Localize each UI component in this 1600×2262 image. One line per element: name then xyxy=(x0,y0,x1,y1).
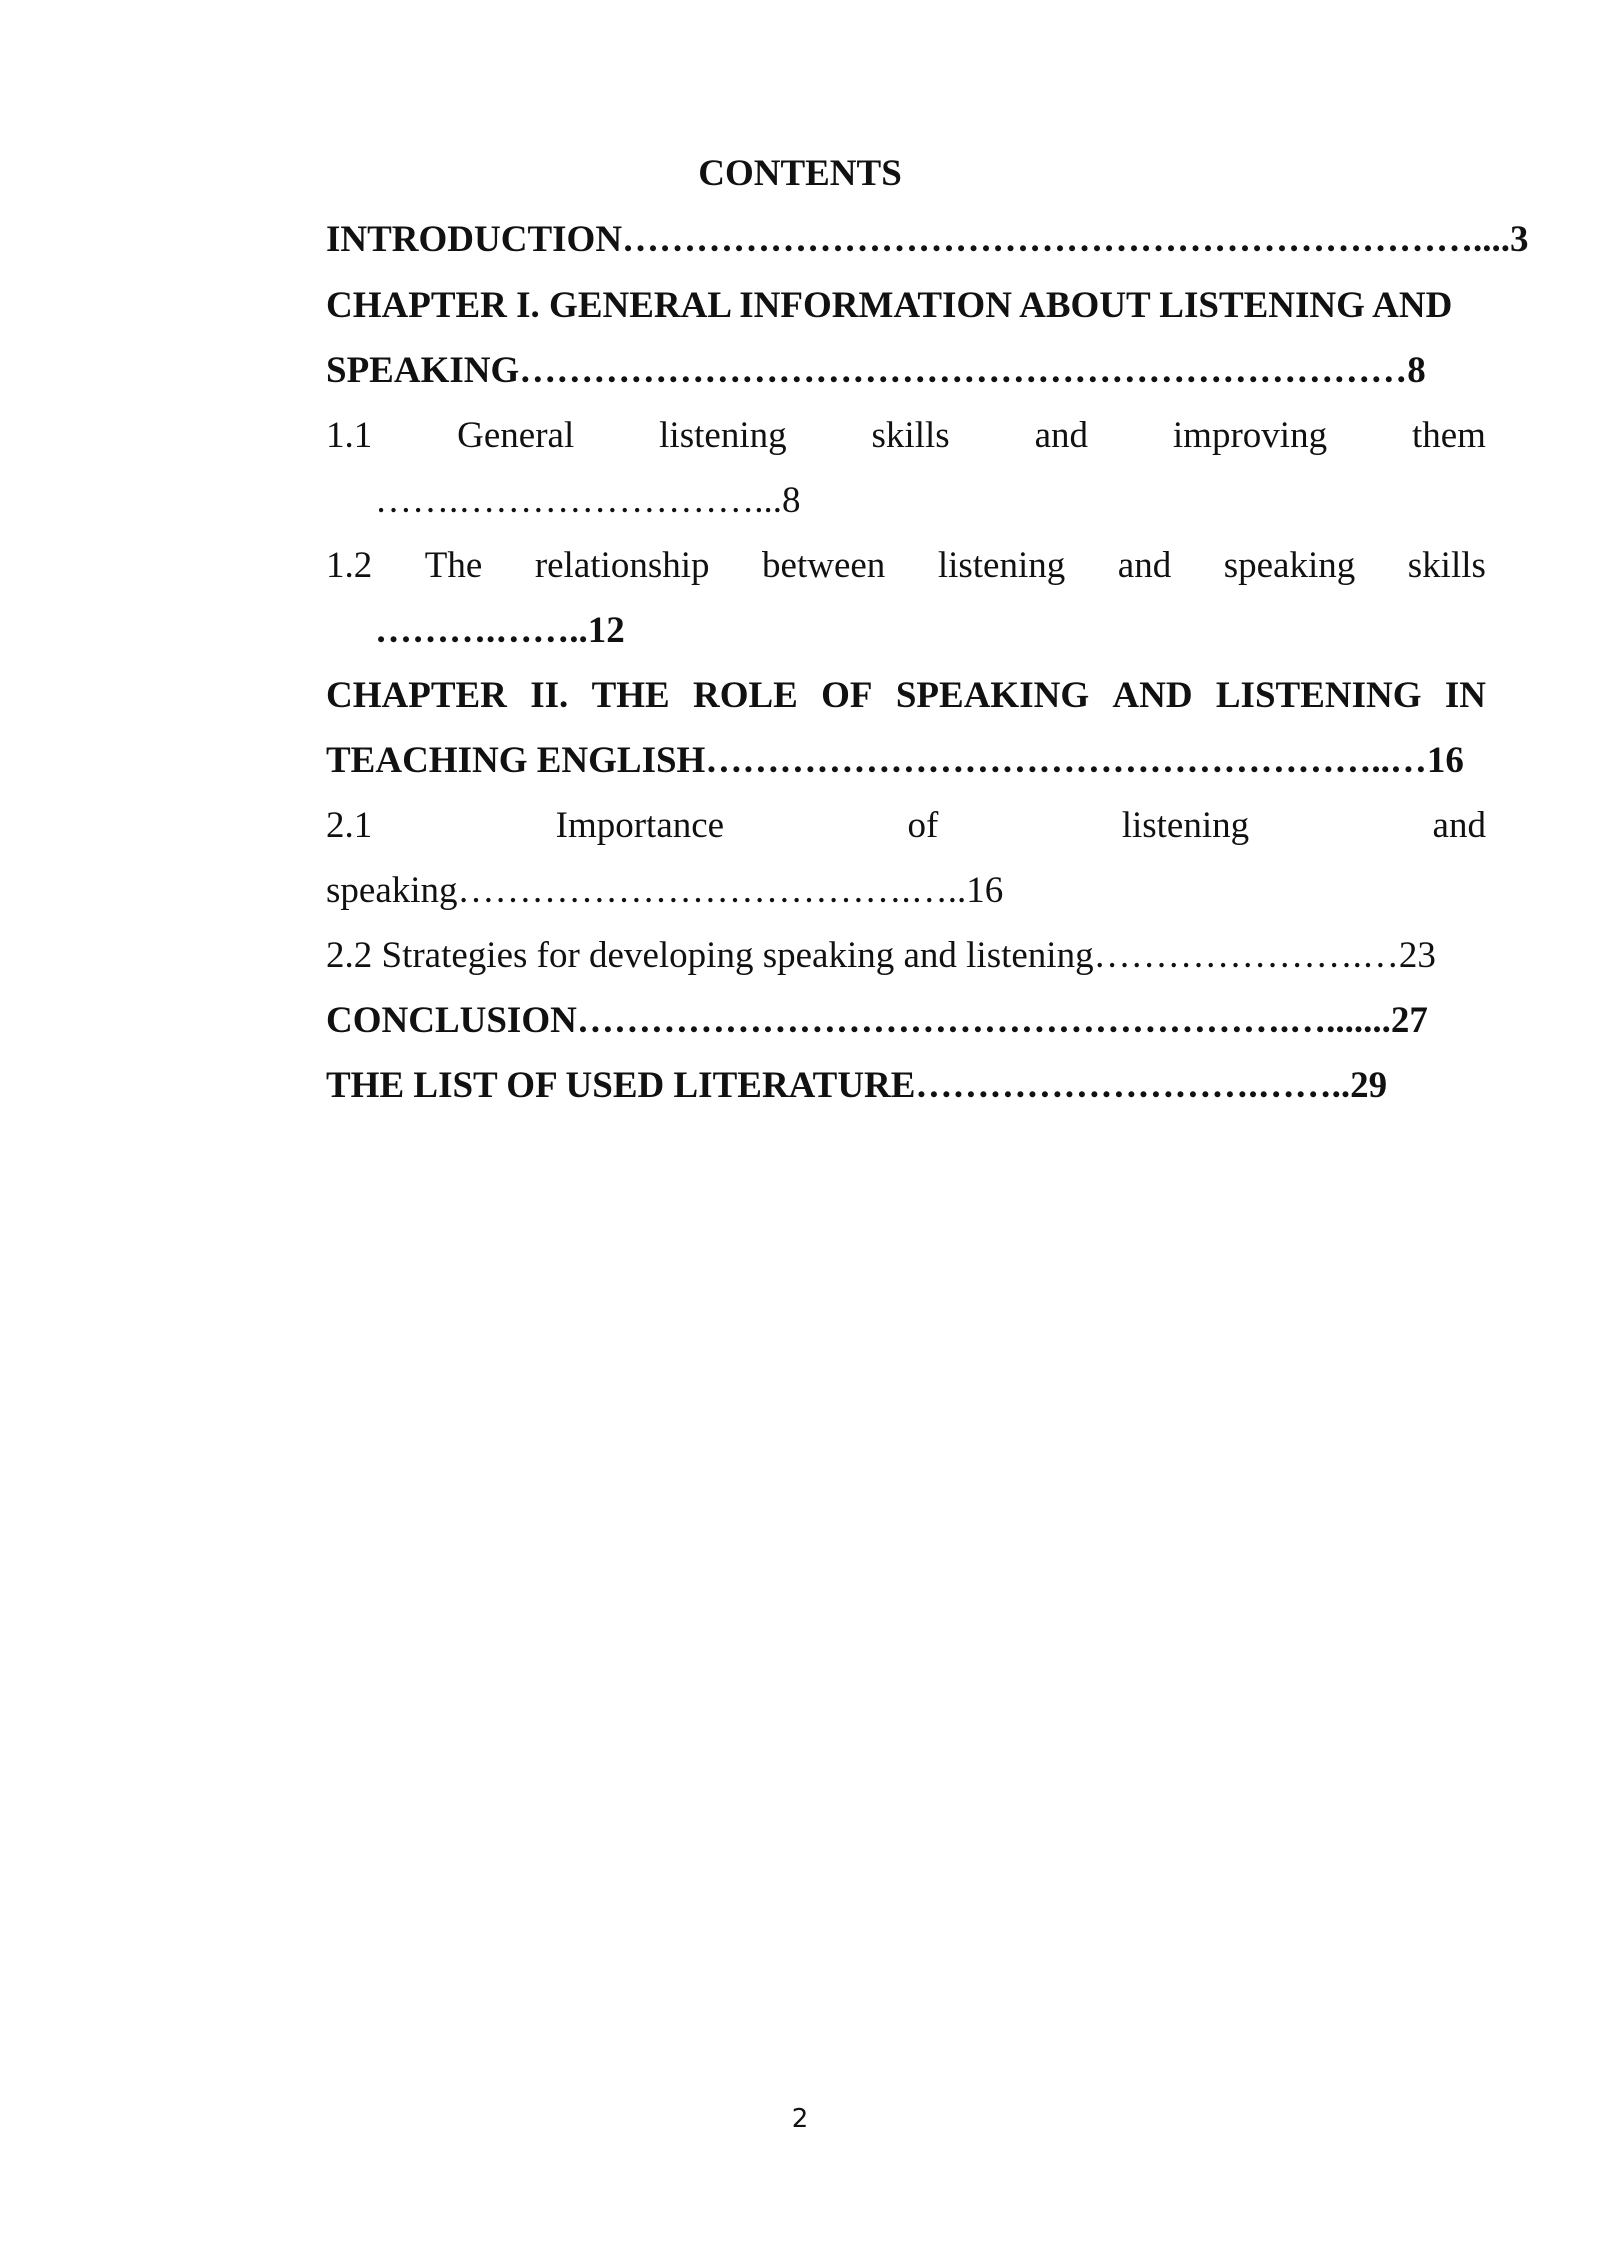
toc-word: 1.2 xyxy=(326,545,373,586)
toc-entry-chapter2-line1 xyxy=(326,674,1486,718)
toc-word: LISTENING xyxy=(1215,675,1422,716)
toc-word: AND xyxy=(1112,675,1193,716)
toc-entry-chapter1-line1: CHAPTER I. GENERAL INFORMATION ABOUT LISTENING AND xyxy=(326,285,1453,326)
page-number: 2 xyxy=(791,2104,809,2134)
contents-title: CONTENTS xyxy=(698,153,902,194)
toc-entry-conclusion: CONCLUSION………………………………………………….….......27 xyxy=(326,1000,1428,1041)
toc-word: CHAPTER xyxy=(326,675,507,716)
toc-word: of xyxy=(907,805,939,846)
toc-word: and xyxy=(1432,805,1486,846)
toc-word: listening xyxy=(659,415,787,456)
toc-word: ROLE xyxy=(693,675,798,716)
toc-entry-2-1-line2: speaking……………………………….…..16 xyxy=(326,870,1004,911)
toc-entry-chapter1-line2: SPEAKING………………………………………………………………8 xyxy=(326,350,1426,391)
toc-entry-chapter2-line2: TEACHING ENGLISH………………………………………………..…16 xyxy=(326,740,1464,781)
toc-entry-1-2-line1 xyxy=(326,544,1486,588)
toc-word: speaking xyxy=(1223,545,1356,586)
toc-word: and xyxy=(1034,415,1088,456)
toc-word: General xyxy=(457,415,575,456)
toc-word: skills xyxy=(871,415,950,456)
toc-word: between xyxy=(762,545,886,586)
toc-entry-2-1-line1 xyxy=(326,804,1486,848)
toc-entry-1-2-page: ……….……..12 xyxy=(375,610,625,651)
toc-entry-introduction: INTRODUCTION……………………………………………………………....3 xyxy=(326,219,1529,260)
toc-entry-literature: THE LIST OF USED LITERATURE……………………….……..29 xyxy=(326,1065,1388,1106)
toc-word: skills xyxy=(1407,545,1486,586)
toc-word: IN xyxy=(1444,675,1486,716)
toc-word: and xyxy=(1117,545,1172,586)
toc-word: listening xyxy=(1121,805,1250,846)
toc-word: relationship xyxy=(534,545,710,586)
toc-entry-1-1-page: …….……………………...8 xyxy=(375,480,801,521)
toc-word: improving xyxy=(1172,415,1328,456)
toc-word: THE xyxy=(591,675,670,716)
toc-word: listening xyxy=(937,545,1066,586)
toc-word: OF xyxy=(821,675,873,716)
toc-word: 2.1 xyxy=(326,805,373,846)
toc-entry-1-1-line1 xyxy=(326,414,1486,458)
toc-entry-2-2: 2.2 Strategies for developing speaking and listening………………….…23 xyxy=(326,935,1436,976)
toc-word: them xyxy=(1411,415,1486,456)
toc-word: The xyxy=(424,545,483,586)
toc-word: Importance xyxy=(555,805,725,846)
toc-word: SPEAKING xyxy=(895,675,1090,716)
toc-word: II. xyxy=(530,675,569,716)
toc-word: 1.1 xyxy=(326,415,373,456)
